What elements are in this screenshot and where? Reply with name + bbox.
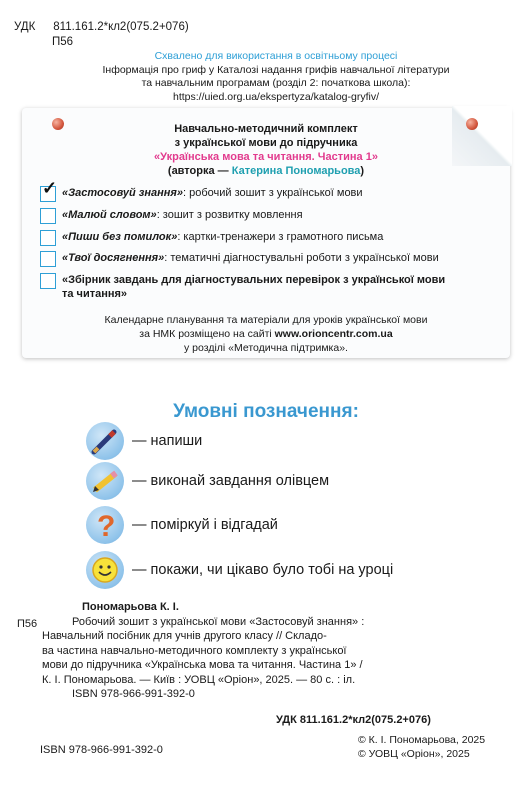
bib-line: Робочий зошит з української мови «Застосовуй знання» : <box>72 615 365 628</box>
pen-icon <box>86 422 124 460</box>
site-link: www.orioncentr.com.ua <box>274 328 393 340</box>
pencil-icon <box>86 462 124 500</box>
kit-subtitle: з української мови до підручника <box>174 137 358 149</box>
udk-block-top <box>14 20 189 50</box>
smiley-icon <box>86 551 124 589</box>
author-name: Катерина Пономарьова <box>231 165 361 177</box>
bib-line: мови до підручника «Українська мова та читання. Частина 1» / <box>42 659 363 671</box>
udk-bottom: УДК 811.161.2*кл2(075.2+076) <box>276 714 431 726</box>
svg-text:?: ? <box>97 510 116 542</box>
legend-entry <box>86 506 278 544</box>
kit-heading <box>22 122 510 178</box>
bib-line: К. І. Пономарьова. — Київ : УОВЦ «Оріон», 2025. — 80 с. : іл. <box>42 673 356 686</box>
bib-line: Навчальний посібник для учнів другого класу // Складо- <box>42 630 327 642</box>
approval-url: https://uied.org.ua/ekspertyza/katalog-gryfiv/ <box>172 90 380 103</box>
bib-index: П56 <box>17 618 38 630</box>
approval-line-3: та навчальним програмам (розділ 2: початкова школа): <box>141 77 411 89</box>
udk-label: УДК <box>14 21 36 33</box>
isbn-bottom: ISBN 978-966-991-392-0 <box>40 744 163 756</box>
bib-author: Пономарьова К. І. <box>82 601 179 613</box>
approval-line-2: Інформація про гриф у Каталозі надання грифів навчальної літератури <box>102 63 450 76</box>
bib-line: ва частина навчально-методичного комплекту з української <box>42 644 347 657</box>
copyright: © К. І. Пономарьова, 2025 © УОВЦ «Оріон», 2025 <box>358 734 486 760</box>
legend-text: — поміркуй і відгадай <box>132 517 278 533</box>
legend-entry <box>86 422 202 460</box>
question-mark-icon <box>86 506 124 544</box>
legend-title: Умовні позначення: <box>173 401 359 422</box>
checkmark-icon: ✓ <box>42 178 58 198</box>
kit-item: «Твої досягнення»: тематичні діагностувальні роботи з української мови <box>40 251 439 267</box>
checkbox <box>40 251 56 267</box>
kit-title: Навчально-методичний комплект <box>174 123 358 135</box>
checkbox <box>40 273 56 289</box>
calendar-note: Календарне планування та матеріали для уроків української мови за НМК розміщено на сайті www.orioncentr.com.ua у розділі «Методична підтримка». <box>104 314 428 354</box>
udk-index: П56 <box>52 36 74 48</box>
kit-item: ✓ «Застосовуй знання»: робочий зошит з української мови <box>40 186 363 202</box>
udk-code: 811.161.2*кл2(075.2+076) <box>53 21 189 33</box>
approval-info <box>40 50 512 104</box>
checkbox-checked <box>40 178 58 202</box>
kit-textbook: «Українська мова та читання. Частина 1» <box>154 151 378 163</box>
legend-entry <box>86 462 329 500</box>
legend-text: — покажи, чи цікаво було тобі на уроці <box>132 562 394 578</box>
kit-author: (авторка — Катерина Пономарьова) <box>167 165 365 177</box>
checkbox <box>40 230 56 246</box>
kit-item: «Малюй словом»: зошит з розвитку мовлення <box>40 208 303 224</box>
legend-entry <box>86 551 393 589</box>
legend-text: — виконай завдання олівцем <box>132 473 330 489</box>
checkbox <box>40 208 56 224</box>
kit-item: «Пиши без помилок»: картки-тренажери з грамотного письма <box>40 230 383 246</box>
bibliographic-record <box>17 600 480 702</box>
bib-isbn: ISBN 978-966-991-392-0 <box>72 688 195 700</box>
approval-line: Схвалено для використання в освітньому процесі <box>154 50 398 62</box>
legend-text: — напиши <box>132 433 203 449</box>
kit-item: «Збірник завдань для діагностувальних перевірок з української мови та читання» <box>40 273 445 301</box>
